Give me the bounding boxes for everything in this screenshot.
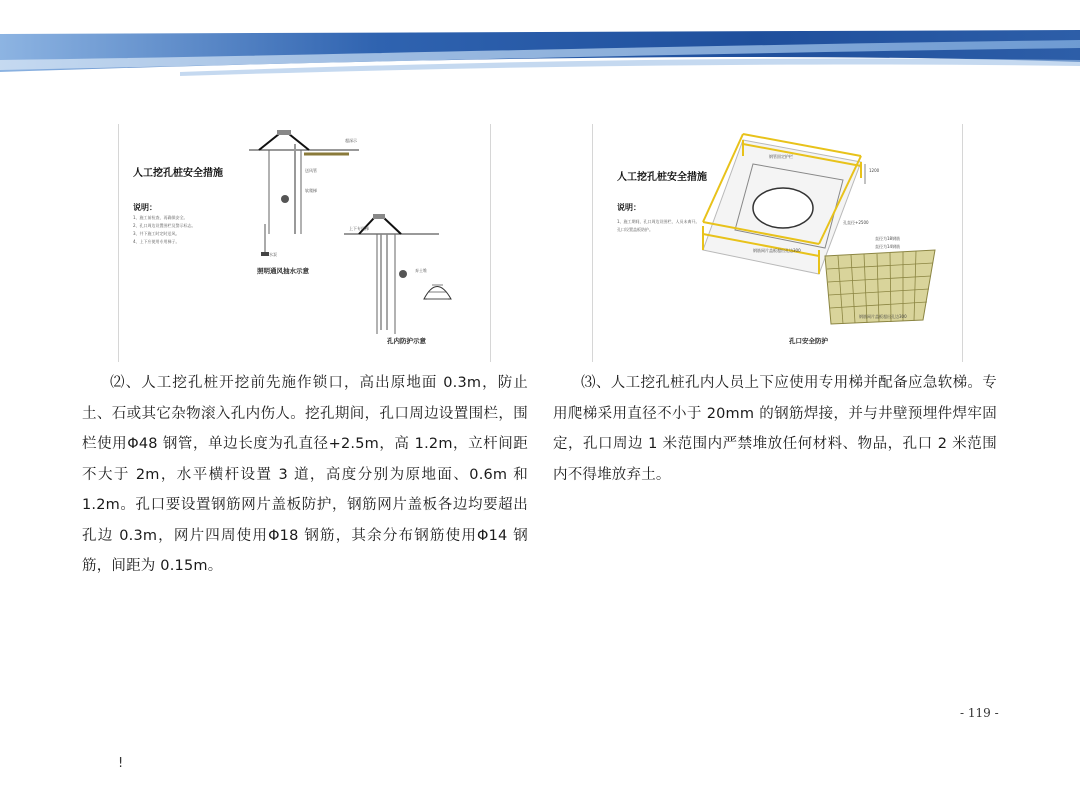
page-number: - 119 - xyxy=(960,706,999,720)
label-rebar: 直径为18钢筋 xyxy=(875,236,901,241)
right-figure-title: 人工挖孔桩安全措施 xyxy=(617,172,707,183)
right-figure-caption: 孔口安全防护 xyxy=(789,337,828,345)
left-figure xyxy=(118,124,491,362)
label-water: 水泵 xyxy=(269,252,277,257)
left-figure-notes: 1、施工前检查，再确保安全。 2、孔口周边设置围栏及警示标志。 3、井下施工时定时送风。 4、上下应使用专用梯子。 xyxy=(133,215,196,244)
header-banner xyxy=(0,0,1080,80)
stray-mark: ! xyxy=(118,756,124,771)
label-rebar-2: 直径为14钢筋 xyxy=(875,244,901,249)
right-figure-notes-heading: 说明： xyxy=(617,203,641,212)
label-pipe: 送风管 xyxy=(305,168,317,173)
label-soil: 弃土堆 xyxy=(415,268,427,273)
label-width: 孔直径+2500 xyxy=(843,220,869,225)
paragraph-right: ⑶、人工挖孔桩孔内人员上下应使用专用梯并配备应急软梯。专用爬梯采用直径不小于 20mm 的钢筋焊接，并与井壁预埋件焊牢固定，孔口周边 1 米范围内严禁堆放任何材料、物品，孔口 2 米范围内不得堆放弃土。 xyxy=(553,375,997,483)
label-cover-2: 钢筋网片盖板超出孔边300 xyxy=(859,314,907,319)
label-stairs: 上下专用梯 xyxy=(349,226,369,231)
left-figure-caption-ventilation: 照明通风抽水示意 xyxy=(257,267,309,275)
paragraph-left: ⑵、人工挖孔桩开挖前先施作锁口，高出原地面 0.3m，防止土、石或其它杂物滚入孔内伤人。挖孔期间，孔口周边设置围栏，围栏使用Φ48 钢管，单边长度为孔直径+2.5m，高 1.2m，立杆间距不大于 2m，水平横杆设置 3 道，高度分别为原地面、0.6m 和 1.2m。孔口要设置钢筋网片盖板防护，钢筋网片盖板各边均要超出孔边 0.3m，网片四周使用Φ18 钢筋，其余分布钢筋使用Φ14 钢筋，间距为 0.15m。 xyxy=(82,375,528,574)
label-height: 1200 xyxy=(869,168,880,173)
left-figure-caption-protection: 孔内防护示意 xyxy=(387,337,426,345)
left-figure-notes-heading: 说明： xyxy=(133,203,157,212)
right-figure-notes: 1、施工期间，孔口周边设围栏，人员未离开。 孔口设置盖板防护。 xyxy=(617,219,700,232)
left-figure-title: 人工挖孔桩安全措施 xyxy=(133,168,223,179)
label-ladder: 软爬梯 xyxy=(305,188,317,193)
right-figure xyxy=(592,124,963,362)
label-cover: 钢筋网片盖板超出孔边300 xyxy=(753,248,801,253)
label-rail: 钢管固定护栏 xyxy=(769,154,793,159)
label-probe: 超深示 xyxy=(345,138,357,143)
